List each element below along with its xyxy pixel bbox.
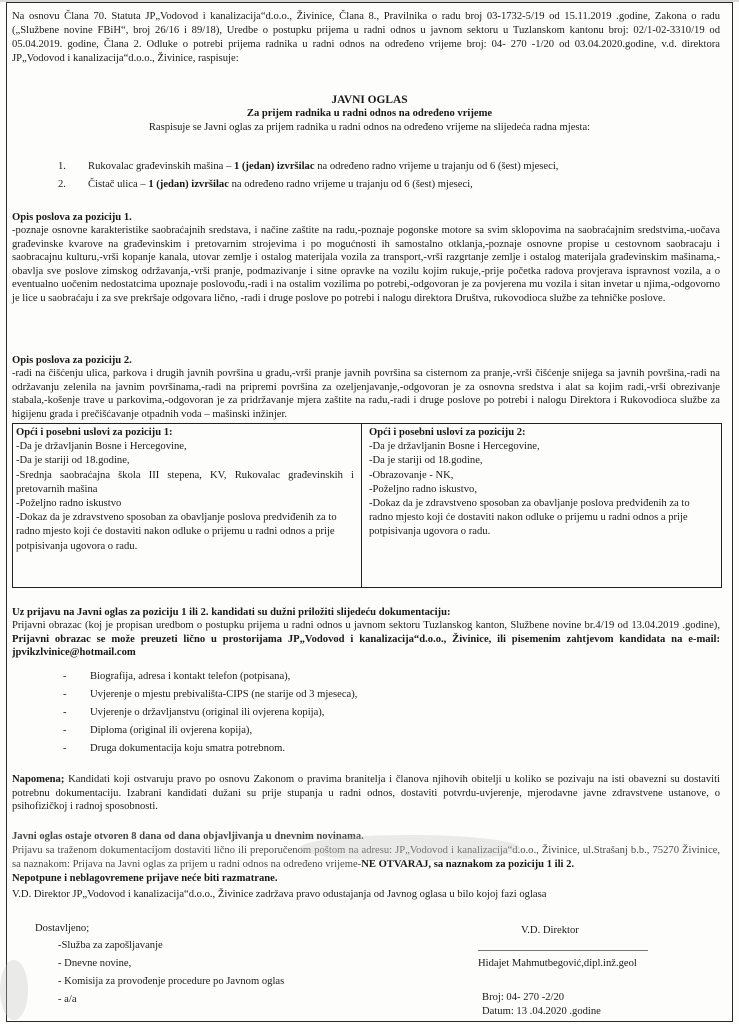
announcement: Raspisuje se Javni oglas za prijem radnika u radni odnos na određeno vrijeme na slijedeća radna mjesta: — [148, 122, 591, 133]
job-description-1: -poznaje osnovne karakteristike saobraćajnih sredstava, i načine zaštite na radu,-poznaje pogonske motore sa svim sklopovima na saobraćajnim sredstvima,-uočava građevinske kvarove na građevinskim i pretovarnim strojevima i po mogućnosti ih samostalno otklanja,-poznaje osnovne propise u cestovnom saobracaju i saobracajnu kulturu,-vrši kopanje kanala, utovar zemlje i ostalog materijala vozila za transport,-vrši razgrtanje zemlje i ostalog materijala građevinskim mašinama,-obavlja sve poslove zimskog održavanja,-vrši pranje, podmazivanje i sitne opravke na vozilu kojim rukuje,-prije početka radova provjerava ispravnost vozila, a o eventualno uočenim nedostatcima upoznaje poslovođu,-radi i na ostalim vozilima po potrebi,-odgovoran je za povjerena mu vozila i sitan invetar u njima,-odgovorno je lice u saobraćaju i za sve prekršaje odgovara lično, -radi i druge poslove po potrebi i nalogu direktora Društva, rukovodioca službe za tehničke poslove. — [12, 225, 720, 304]
distribution-item: - Komisija za provođenje procedure po Javnom oglas — [58, 976, 285, 987]
bullet-marker: - — [63, 689, 67, 700]
condition-item: -Da je stariji od 18.godine, — [369, 455, 483, 467]
position-name: Čistač ulica – — [88, 179, 149, 190]
distribution-item: - a/a — [58, 994, 77, 1005]
document-number: Broj: 04- 270 -2/20 — [482, 992, 565, 1003]
position-item — [88, 160, 558, 173]
application-form-paragraph — [12, 619, 720, 660]
intro-paragraph: Na osnovu Člana 70. Statuta JP„Vodovod i kanalizacija“d.o.o., Živinice, Člana 8., Pravilnika o radu broj 03-1732-5/19 od 15.11.2019 .godine, Zakona o radu („Službene novine FBiH“, broj 26/16 i 89/18), Uredbe o postupku prijema u radni odnos u javnom sektoru u Tuzlanskom kantonu broj: 02/1-02-3310/19 od 05.04.2019. godine, Člana 2. Odluke o potrebi prijema radnika u radni odnos na određeno vrijeme broj: 04- 270 -1/20 od 03.04.2020.godine, v.d. direktora JP„Vodovod i kanalizacija“d.o.o., Živinice, raspisuje: — [12, 11, 720, 64]
incomplete-notice: Nepotpune i neblagovremene prijave neće biti razmatrane. — [12, 873, 278, 884]
condition-item: -Poželjno radno iskustvo — [16, 498, 122, 510]
position-count: 1 (jedan) izvršilac — [148, 179, 229, 190]
condition-item: -Srednja saobraćajna škola III stepena, KV, Rukovalac građevinskih i pretovarnih mašina — [16, 469, 354, 495]
scan-smudge — [0, 960, 28, 1020]
document-item: Diploma (original ili ovjerena kopija), — [90, 725, 253, 736]
document-item: Druga dokumentacija koju smatra potrebnom. — [90, 743, 286, 754]
note-label: Napomena; — [12, 774, 65, 785]
signatory-title: V.D. Direktor — [521, 925, 579, 936]
job-description-2: -radi na čišćenju ulica, parkova i drugih javnih površina u gradu,-vrši pranje javnih površina sa cisternom za pranje,-vrši čišćenje snijega sa javnih površina,-radi na održavanju zelenila na javnim površinama,-radi na pripremi površina za ozeljenjavanje,-odgovoran je za osnovna sredstva i alat sa kojim radi,-vrši obrezivanje stabala,-košenje trave u parkovima,-odgovoran je za pridržavanje mjera zaštite na radu,-radi i druge poslove po potrebi i nalogu Direktora i Rukovodioca službe za higijenu grada i prečišćavanje otpadnih voda – mašinski inžinjer. — [12, 368, 720, 420]
signature-line — [478, 950, 648, 951]
position-terms: na određeno radno vrijeme u trajanju od 6 (šest) mjeseci, — [228, 179, 473, 190]
conditions-position-2 — [369, 426, 714, 540]
condition-item: -Da je državljanin Bosne i Hercegovine, — [369, 441, 540, 453]
document-title: JAVNI OGLAS — [331, 94, 408, 106]
submission-text: Prijavu sa traženom dokumentacijom dostaviti lično ili preporučenom poštom na adresu: JP„Vodovod i kanalizacija“d.o.o., Živinice, ul.Strašanj b.b., 75270 Živinice, sa naznakom: Prijava na Javni oglas za prijem u radni odnos na određeno vrijeme- — [12, 845, 720, 870]
condition-item: -Da je državljanin Bosne i Hercegovine, — [16, 441, 187, 453]
condition-item: -Poželjno radno iskustvo, — [369, 483, 477, 495]
document-date: Datum: 13 .04.2020 .godine — [482, 1006, 601, 1017]
section-heading: Opis poslova za poziciju 2. — [12, 355, 132, 366]
conditions-table — [12, 423, 722, 588]
conditions-heading: Opći i posebni uslovi za poziciju 2: — [369, 427, 526, 438]
signatory-name: Hidajet Mahmutbegović,dipl.inž.geol — [478, 958, 637, 969]
position-number: 1. — [58, 161, 66, 172]
bullet-marker: - — [63, 725, 67, 736]
conditions-position-1 — [16, 426, 354, 554]
bullet-marker: - — [63, 707, 67, 718]
scan-smudge — [300, 835, 520, 861]
section-heading: Opis poslova za poziciju 1. — [12, 212, 132, 223]
document-subtitle: Za prijem radnika u radni odnos na određeno vrijeme — [246, 108, 493, 119]
note-text: Kandidati koji ostvaruju pravo po osnovu Zakonom o pravima branitelja i članova njihovih obitelji u koliko se pozivaju na isti obavezni su dostaviti potrebnu dokumentaciju. Izabrani kandidati dužani su prije stupanja u radni odnos, dostaviti potvrdu-uvjerenje, mjerodavne javne zdravstvene ustanove, o psihofizičkoj i radnoj sposobnosti. — [12, 774, 720, 813]
condition-item: -Dokaz da je zdravstveno sposoban za obavljanje poslova predviđenih za to radno mjesto koji će dostaviti nakon odluke o prijemu u radni odnos a prije potpisivanja ugovora o radu. — [16, 512, 337, 552]
distribution-header: Dostavljeno; — [35, 923, 90, 934]
condition-item: -Dokaz da je zdravstveno sposoban za obavljanje poslova predviđenih za to radno mjesto koji će dostaviti nakon odluke o prijemu u radni odnos a prije potpisivanja ugovora o radu. — [369, 498, 690, 538]
open-period: Javni oglas ostaje otvoren 8 dana od dana objavljivanja u dnevnim novinama. — [12, 831, 364, 842]
distribution-item: -Služba za zapošljavanje — [58, 940, 163, 951]
condition-item: -Da je stariji od 18.godine, — [16, 455, 130, 467]
position-count: 1 (jedan) izvršilac — [233, 161, 315, 172]
application-form-text: Prijavni obrazac (koj je propisan uredbom o postupku prijema u radni odnos u javnom sektoru Tuzlanskog kanton, Službene novine br.4/19 od 13.04.2019 .godine), — [12, 620, 720, 631]
rights-notice: V.D. Direktor JP„Vodovod i kanalizacija“d.o.o., Živinice zadržava pravo odustajanja od Javnog oglasa u bilo kojoj fazi oglasa — [12, 889, 547, 900]
application-form-download: Prijavni obrazac se može preuzeti lično u prostorijama JP„Vodovod i kanalizacija“d.o.o., Živinice, ili pisemenim zahtjevom kandidata na e-mail: jpvikzlvinice@hotmail.com — [12, 633, 720, 659]
conditions-heading: Opći i posebni uslovi za poziciju 1: — [16, 427, 173, 438]
bullet-marker: - — [63, 743, 67, 754]
condition-item: -Obrazovanje - NK, — [369, 469, 454, 481]
bullet-marker: - — [63, 671, 67, 682]
document-item: Biografija, adresa i kontakt telefon (potpisana), — [90, 671, 291, 682]
document-item: Uvjerenje o državljanstvu (original ili ovjerena kopija), — [90, 707, 325, 718]
document-item: Uvjerenje o mjestu prebivališta-CIPS (ne starije od 3 mjeseca), — [90, 689, 358, 700]
do-not-open-note: NE OTVARAJ, sa naznakom za poziciju 1 ili 2. — [361, 858, 575, 870]
distribution-item: - Dnevne novine, — [58, 958, 132, 969]
table-divider — [361, 424, 362, 587]
position-name: Rukovalac građevinskih mašina – — [88, 161, 234, 172]
position-number: 2. — [58, 179, 66, 190]
documents-heading: Uz prijavu na Javni oglas za poziciju 1 ili 2. kandidati su dužni priložiti slijedeću dokumentaciju: — [12, 607, 451, 618]
note-paragraph — [12, 773, 720, 814]
position-item — [88, 178, 473, 191]
position-terms: na određeno radno vrijeme u trajanju od 6 (šest) mjeseci, — [314, 161, 559, 172]
